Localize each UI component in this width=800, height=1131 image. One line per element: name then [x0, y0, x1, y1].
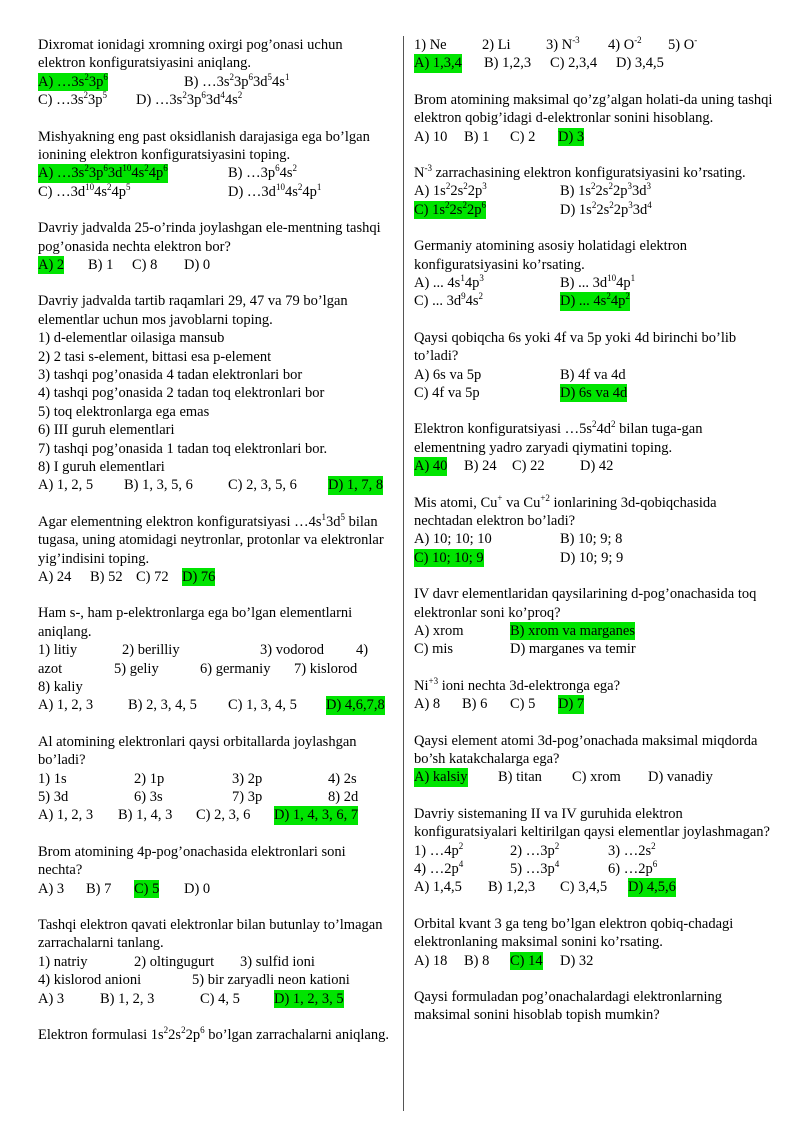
option-row: [38, 770, 390, 788]
answer-option: 5) 3d: [38, 789, 69, 806]
answer-option: D) 32: [560, 952, 594, 969]
statement-line: 3) tashqi pog’onasida 4 tadan elektronlari bor: [38, 367, 303, 384]
question: [414, 494, 774, 568]
answer-option: A) ... $4s^14p^3$: [414, 272, 484, 291]
question: [38, 128, 390, 202]
statement-line: 1) d-elementlar oilasiga mansub: [38, 330, 225, 347]
answer-option: A) 1,4,5: [414, 879, 462, 896]
option-row: [38, 971, 390, 989]
answer-option: A) 1, 2, 3: [38, 807, 94, 824]
question: [414, 732, 774, 787]
statement-line: 7) tashqi pog’onasida 1 tadan toq elektronlari bor.: [38, 440, 328, 457]
answer-option: A) 1, 2, 3: [38, 697, 94, 714]
question-text: Dixromat ionidagi xromning oxirgi pog’onasi uchun elektron konfiguratsiyasini aniqlang.: [38, 37, 343, 72]
answer-option: D) marganes va temir: [510, 641, 636, 658]
correct-answer-option: A) $\dots 3s^23p^63d^{10}4s^24p^6$: [38, 163, 168, 182]
answer-option: 5) bir zaryadli neon kationi: [192, 972, 350, 989]
option-row: [414, 201, 774, 219]
answer-option: D) 0: [184, 880, 211, 897]
answer-option: 5) O-: [668, 35, 698, 53]
statement-line: 4) tashqi pog’onasida 2 tadan toq elektronlari bor: [38, 385, 325, 402]
option-row: [414, 54, 774, 72]
question-text: Elektron konfiguratsiyasi $\dots 5s^24d^2$ bilan tuga-gan elementning yadro zaryadi qiymatini toping.: [414, 419, 703, 456]
option-row: [414, 36, 774, 54]
answer-option: C) 8: [132, 257, 158, 273]
answer-option: 3) $\dots 2s^2$: [608, 840, 656, 859]
correct-answer-option: D) 4,5,6: [628, 879, 676, 896]
answer-option: A) 10; 10; 10: [414, 531, 492, 548]
option-row: [414, 878, 774, 896]
option-row: [414, 530, 774, 548]
answer-option: 2) Li: [482, 37, 511, 53]
left-column: [38, 36, 390, 1062]
statement-line: 6) III guruh elementlari: [38, 422, 175, 439]
answer-option: B) 52: [90, 569, 123, 586]
option-row: [38, 696, 390, 714]
answer-option: B) 1,2,3: [484, 55, 532, 72]
option-row: [38, 73, 390, 91]
answer-option: D) 42: [580, 458, 614, 475]
answer-option: B) 4f va 4d: [560, 366, 626, 383]
option-row: [38, 678, 390, 696]
option-row: [414, 860, 774, 878]
column-divider: [403, 36, 404, 1111]
option-row: [414, 549, 774, 567]
option-row: [38, 806, 390, 824]
answer-option: B) 1,2,3: [488, 879, 536, 896]
answer-option: 8) 2d: [328, 789, 359, 806]
answer-option: C) ... $3d^94s^2$: [414, 291, 484, 310]
question-text: Elektron formulasi $1s^22s^22p^6$ bo’lgan zarrachalarni aniqlang.: [38, 1025, 389, 1043]
answer-option: 4) kislorod anioni: [38, 972, 142, 989]
answer-option: C) $\dots 3s^23p^5$: [38, 90, 108, 109]
answer-option: D) 0: [184, 257, 211, 273]
correct-answer-option: C) 14: [510, 952, 543, 969]
answer-option: 2) $\dots 3p^2$: [510, 840, 560, 859]
statement-line: 5) toq elektronlarga ega emas: [38, 403, 210, 420]
answer-option: 5) geliy: [114, 660, 159, 677]
answer-option: C) xrom: [572, 769, 621, 786]
option-row: [38, 568, 390, 586]
question: [414, 329, 774, 403]
question-text: Qaysi element atomi 3d-pog’onachada maksimal miqdorda bo’sh katakchalarga ega?: [414, 732, 758, 767]
statement-line: 2) 2 tasi s-element, bittasi esa p-element: [38, 348, 272, 365]
question-text: Al atomining elektronlari qaysi orbitallarda joylashgan bo’ladi?: [38, 733, 357, 769]
answer-option: 8) kaliy: [38, 679, 83, 696]
answer-option: B) 1, 4, 3: [118, 807, 173, 824]
option-row: [38, 91, 390, 109]
correct-answer-option: D) 1, 7, 8: [328, 477, 384, 494]
correct-answer-option: D) 6s va 4d: [560, 384, 628, 401]
answer-option: B) $\dots 3s^23p^63d^54s^1$: [184, 71, 290, 90]
answer-option: D) 3,4,5: [616, 55, 664, 72]
answer-option: B) 2, 3, 4, 5: [128, 697, 197, 714]
question-text: Brom atomining 4p-pog’onachasida elektronlari soni nechta?: [38, 843, 346, 879]
answer-option: 4) $\dots 2p^4$: [414, 858, 464, 877]
answer-option: B) 6: [462, 696, 488, 713]
answer-option: 3) 2p: [232, 770, 263, 787]
option-row: [38, 641, 390, 659]
question: [414, 36, 774, 73]
answer-option: 5) $\dots 3p^4$: [510, 858, 560, 877]
question-text: Brom atomining maksimal qo’zg’algan holati-da uning tashqi elektron qobig’idagi d-elektronlar sonini hisoblang.: [414, 91, 773, 127]
answer-option: A) 1, 2, 5: [38, 477, 94, 494]
answer-option: C) $\dots 3d^{10}4s^24p^5$: [38, 181, 131, 200]
answer-option: A) 18: [414, 952, 448, 969]
answer-option: D) $\dots 3d^{10}4s^24p^1$: [228, 181, 322, 200]
answer-option: B) $1s^22s^22p^33d^3$: [560, 181, 651, 200]
correct-answer-option: A) 1,3,4: [414, 55, 462, 72]
answer-option: B) 10; 9; 8: [560, 531, 623, 548]
correct-answer-option: B) xrom va marganes: [510, 622, 635, 639]
answer-option: 3) $N^{-3}$: [546, 35, 580, 53]
option-row: [38, 256, 390, 274]
answer-option: 2) 1p: [134, 770, 165, 787]
question-text: Tashqi elektron qavati elektronlar bilan butunlay to’lmagan zarrachalarni tanlang.: [38, 917, 383, 952]
answer-option: C) 2, 3, 5, 6: [228, 477, 297, 494]
question-text: Davriy sistemaning II va IV guruhida elektron konfiguratsiyalari keltirilgan qaysi elementlar joylashmagan?: [414, 805, 770, 841]
option-row: [38, 164, 390, 182]
answer-option: 7) 3p: [232, 789, 263, 806]
answer-option: 6) 3s: [134, 789, 163, 806]
answer-option: C) 1, 3, 4, 5: [228, 697, 297, 714]
question: [38, 513, 390, 587]
answer-option: A) $1s^22s^22p^3$: [414, 181, 487, 200]
answer-option: A) xrom: [414, 622, 464, 639]
option-row: [38, 476, 390, 494]
question: [38, 843, 390, 898]
answer-option: 1) $\dots 4p^2$: [414, 840, 464, 859]
answer-option: C) 2: [510, 128, 536, 145]
correct-answer-option: C) 10; 10; 9: [414, 549, 484, 566]
correct-answer-option: A) 2: [38, 257, 65, 273]
question: [38, 36, 390, 110]
question: [38, 604, 390, 714]
answer-option: 4): [356, 642, 369, 659]
question: [38, 292, 390, 494]
answer-option: 4) $O^{-2}$: [608, 35, 642, 53]
question: [414, 91, 774, 146]
question: [414, 420, 774, 475]
correct-answer-option: D) 7: [558, 696, 585, 713]
answer-option: azot: [38, 660, 63, 677]
correct-answer-option: D) 4,6,7,8: [326, 697, 385, 714]
correct-answer-option: A) 40: [414, 458, 448, 475]
question: [414, 805, 774, 897]
answer-option: C) 4, 5: [200, 990, 240, 1007]
option-row: [414, 768, 774, 786]
question: [414, 915, 774, 970]
answer-option: D) 10; 9; 9: [560, 549, 624, 566]
answer-option: 1) natriy: [38, 953, 88, 970]
option-row: [38, 953, 390, 971]
answer-option: B) 1: [464, 128, 490, 145]
right-column: [414, 36, 774, 1043]
option-row: [414, 622, 774, 640]
answer-option: B) 8: [464, 952, 490, 969]
answer-option: C) 72: [136, 569, 169, 586]
question: [38, 733, 390, 825]
correct-answer-option: A) $\dots 3s^23p^6$: [38, 71, 108, 90]
question-text: $Ni^{+3}$ ioni nechta 3d-elektronga ega?: [414, 675, 621, 694]
answer-option: A) 3: [38, 990, 65, 1007]
question-text: Mis atomi, Cu+ va $Cu^{+2}$ ionlarining 3d-qobiqchasida nechtadan elektron bo’ladi?: [414, 492, 717, 529]
answer-option: 1) 1s: [38, 770, 67, 787]
answer-option: D) $\dots 3s^23p^63d^44s^2$: [136, 90, 243, 109]
answer-option: A) 10: [414, 128, 448, 145]
answer-option: 1) Ne: [414, 37, 447, 53]
question: [38, 219, 390, 274]
question-text: Davriy jadvalda 25-o’rinda joylashgan ele-mentning tashqi pog’onasida nechta elektron bor?: [38, 220, 381, 255]
answer-option: C) 3,4,5: [560, 879, 608, 896]
answer-option: 6) germaniy: [200, 660, 271, 677]
question: [414, 988, 774, 1025]
statement-line: 8) I guruh elementlari: [38, 459, 165, 476]
question-text: Agar elementning elektron konfiguratsiyasi $\dots 4s^13d^5$ bilan tugasa, uning atomidagi neytronlar, protonlar va elektronlar yig’indisini toping.: [38, 511, 384, 567]
answer-option: 3) vodorod: [260, 642, 325, 659]
question-text: Qaysi formuladan pog’onachalardagi elektronlarning maksimal sonini hisoblab topish mumkin?: [414, 988, 723, 1024]
question: [414, 237, 774, 311]
option-row: [414, 384, 774, 402]
answer-option: C) 2,3,4: [550, 55, 598, 72]
answer-option: B) 24: [464, 458, 497, 475]
option-row: [414, 274, 774, 292]
question-text: Qaysi qobiqcha 6s yoki 4f va 5p yoki 4d birinchi bo’lib to’ladi?: [414, 329, 737, 365]
answer-option: B) 1: [88, 257, 114, 273]
answer-option: D) $1s^22s^22p^33d^4$: [560, 199, 652, 218]
question-text: $N^{-3}$ zarrachasining elektron konfiguratsiyasini ko’rsating.: [414, 162, 746, 181]
answer-option: C) 4f va 5p: [414, 384, 480, 401]
answer-option: B) titan: [498, 769, 542, 786]
answer-option: B) ... $3d^{10}4p^1$: [560, 272, 636, 291]
answer-option: A) 8: [414, 696, 441, 713]
answer-option: 7) kislorod: [294, 660, 358, 677]
answer-option: 2) berilliy: [122, 642, 180, 659]
answer-option: C) mis: [414, 641, 454, 658]
question: [414, 677, 774, 714]
answer-option: 3) sulfid ioni: [240, 953, 315, 970]
answer-option: B) 7: [86, 880, 112, 897]
question-text: Ham s-, ham p-elektronlarga ega bo’lgan elementlarni aniqlang.: [38, 605, 353, 640]
option-row: [38, 990, 390, 1008]
question: [38, 916, 390, 1008]
answer-option: D) vanadiy: [648, 769, 713, 786]
answer-option: B) 1, 2, 3: [100, 990, 155, 1007]
answer-option: B) 1, 3, 5, 6: [124, 477, 193, 494]
option-row: [414, 128, 774, 146]
correct-answer-option: A) kalsiy: [414, 769, 468, 786]
option-row: [38, 880, 390, 898]
answer-option: 6) $\dots 2p^6$: [608, 858, 658, 877]
option-row: [414, 695, 774, 713]
answer-option: C) 5: [510, 696, 536, 713]
correct-answer-option: D) 1, 4, 3, 6, 7: [274, 807, 359, 824]
correct-answer-option: C) $1s^22s^22p^6$: [414, 199, 486, 218]
correct-answer-option: D) 3: [558, 128, 585, 145]
question-text: Davriy jadvalda tartib raqamlari 29, 47 va 79 bo’lgan elementlar uchun mos javoblarni toping.: [38, 293, 348, 328]
question: [414, 164, 774, 219]
correct-answer-option: D) 76: [182, 569, 216, 586]
answer-option: 1) litiy: [38, 642, 78, 659]
option-row: [38, 183, 390, 201]
correct-answer-option: D) ... $4s^24p^2$: [560, 291, 630, 310]
answer-option: A) 3: [38, 880, 65, 897]
question-text: Germaniy atomining asosiy holatidagi elektron konfiguratsiyasini ko’rsating.: [414, 238, 688, 273]
question-text: Orbital kvant 3 ga teng bo’lgan elektron qobiq-chadagi elektronlaning maksimal sonini ko’rsating.: [414, 915, 734, 951]
question-text: Mishyakning eng past oksidlanish darajasiga ega bo’lgan ionining elektron konfiguratsiyasini toping.: [38, 128, 370, 163]
answer-option: A) 6s va 5p: [414, 366, 482, 383]
option-row: [414, 640, 774, 658]
correct-answer-option: C) 5: [134, 880, 160, 897]
option-row: [414, 292, 774, 310]
question: [414, 585, 774, 659]
option-row: [38, 660, 390, 678]
answer-option: C) 2, 3, 6: [196, 807, 251, 824]
option-row: [414, 842, 774, 860]
question-text: IV davr elementlaridan qaysilarining d-pog’onachasida toq elektronlar soni ko’proq?: [414, 586, 757, 621]
option-row: [414, 952, 774, 970]
correct-answer-option: D) 1, 2, 3, 5: [274, 990, 344, 1007]
answer-option: B) $\dots 3p^64s^2$: [228, 163, 298, 182]
option-row: [38, 788, 390, 806]
answer-option: 4) 2s: [328, 770, 357, 787]
option-row: [414, 182, 774, 200]
answer-option: 2) oltingugurt: [134, 953, 215, 970]
question: [38, 1026, 390, 1044]
option-row: [414, 457, 774, 475]
answer-option: C) 22: [512, 458, 545, 475]
answer-option: A) 24: [38, 569, 72, 586]
option-row: [414, 366, 774, 384]
